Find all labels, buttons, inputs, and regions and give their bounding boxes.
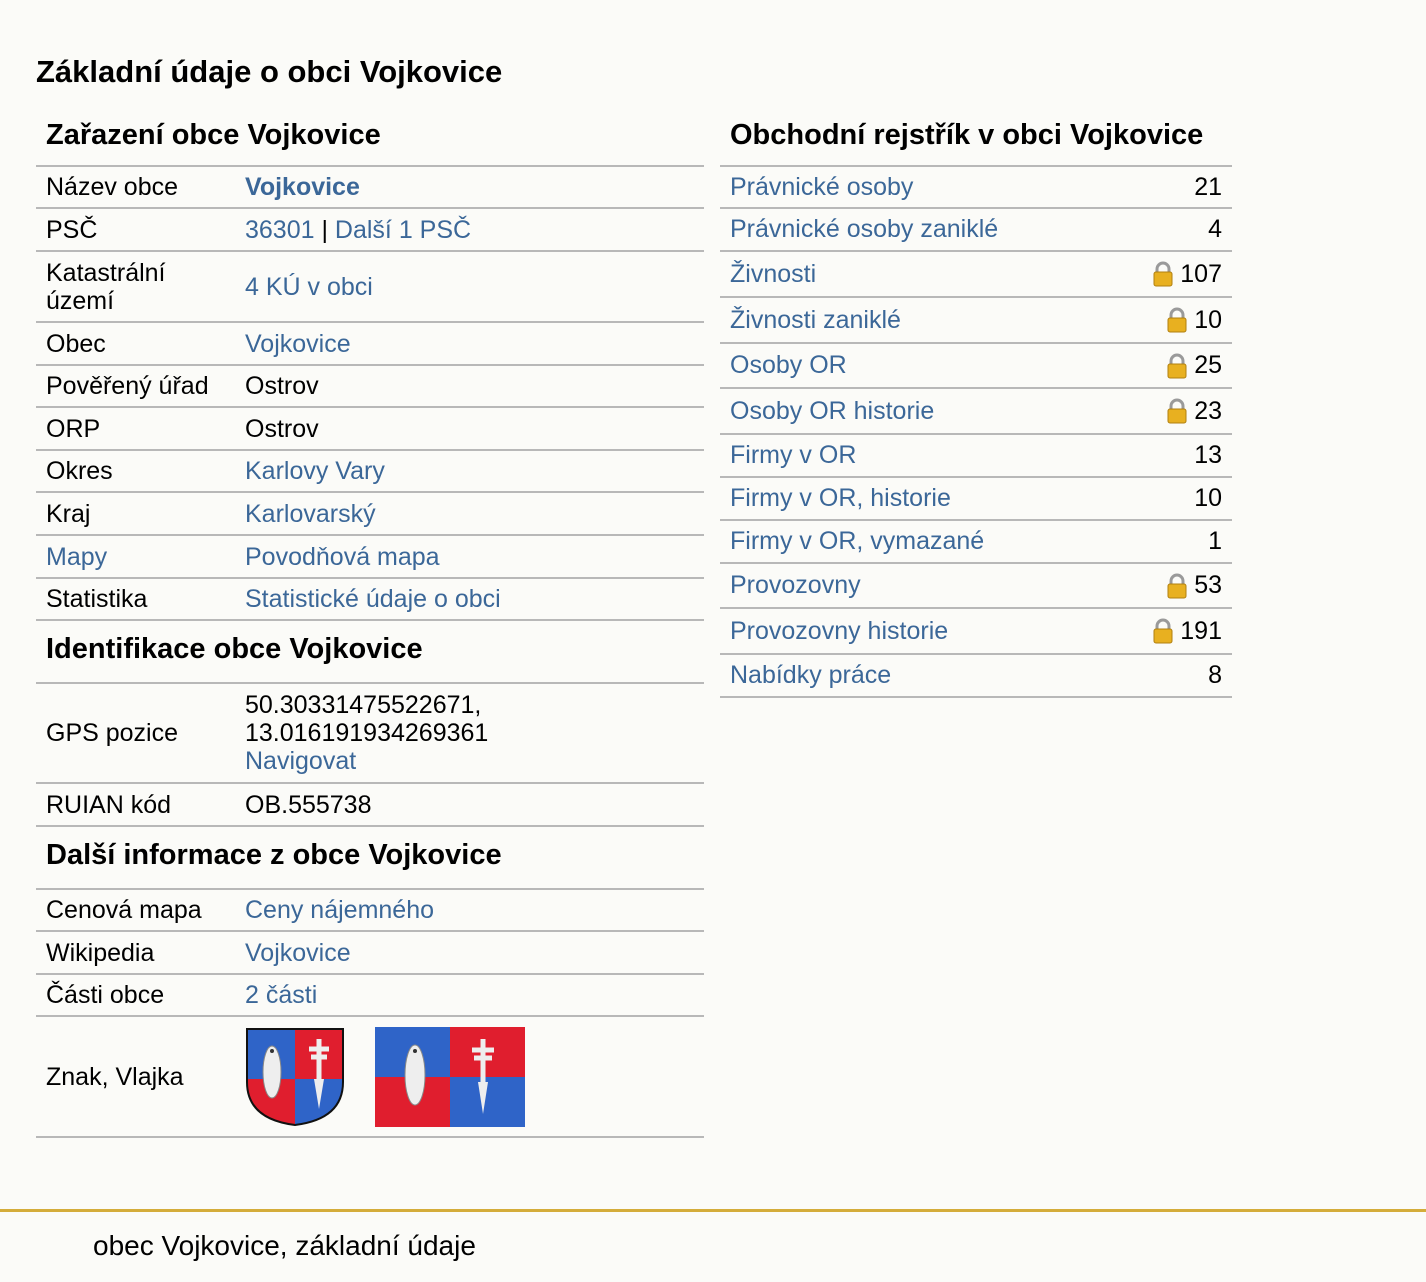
rejstrik-link[interactable]: Právnické osoby zaniklé xyxy=(730,215,999,243)
row-label: RUIAN kód xyxy=(46,790,172,819)
rejstrik-row xyxy=(720,478,1232,521)
flag-image[interactable] xyxy=(375,1027,525,1127)
row-label: Pověřený úřad xyxy=(46,372,209,400)
rejstrik-row xyxy=(720,252,1232,298)
ruian-value: OB.555738 xyxy=(245,790,372,819)
rejstrik-link[interactable]: Živnosti zaniklé xyxy=(730,305,901,334)
rejstrik-count-cell xyxy=(1194,441,1222,470)
rejstrik-row xyxy=(720,209,1232,252)
casti-obce-link[interactable]: 2 části xyxy=(245,981,318,1009)
rejstrik-count: 10 xyxy=(1194,484,1222,512)
table-row xyxy=(36,890,704,932)
footer-text: obec Vojkovice, základní údaje xyxy=(93,1230,476,1261)
wikipedia-link[interactable]: Vojkovice xyxy=(245,938,351,967)
rejstrik-row xyxy=(720,435,1232,478)
psc-separator: | xyxy=(314,215,335,244)
dalsi-psc-link[interactable]: Další 1 PSČ xyxy=(334,215,472,244)
rejstrik-count: 107 xyxy=(1180,259,1222,288)
row-label: PSČ xyxy=(46,215,98,244)
statistika-link[interactable]: Statistické údaje o obci xyxy=(245,585,501,613)
table-row xyxy=(36,323,704,366)
ceny-najemneho-link[interactable]: Ceny nájemného xyxy=(245,896,435,924)
row-label: GPS pozice xyxy=(46,719,179,747)
dalsi-heading: Další informace z obce Vojkovice xyxy=(36,827,704,890)
rejstrik-count: 8 xyxy=(1208,661,1222,689)
table-row xyxy=(36,975,704,1017)
okres-link[interactable]: Karlovy Vary xyxy=(245,457,385,485)
rejstrik-row xyxy=(720,298,1232,344)
rejstrik-count-cell xyxy=(1152,617,1222,646)
rejstrik-row xyxy=(720,167,1232,209)
rejstrik-heading: Obchodní rejstřík v obci Vojkovice xyxy=(720,110,1232,167)
rejstrik-count: 191 xyxy=(1180,616,1222,645)
rejstrik-count-cell xyxy=(1152,260,1222,289)
rejstrik-count: 23 xyxy=(1194,396,1222,425)
row-label: Kraj xyxy=(46,499,91,528)
rejstrik-row xyxy=(720,655,1232,698)
navigovat-link[interactable]: Navigovat xyxy=(245,747,357,775)
row-label: Znak, Vlajka xyxy=(46,1062,184,1091)
kraj-link[interactable]: Karlovarský xyxy=(245,499,376,528)
rejstrik-count: 25 xyxy=(1194,351,1222,379)
rejstrik-count: 53 xyxy=(1194,571,1222,599)
rejstrik-link[interactable]: Provozovny xyxy=(730,571,861,599)
rejstrik-row xyxy=(720,521,1232,564)
rejstrik-link[interactable]: Firmy v OR xyxy=(730,441,857,469)
right-column xyxy=(720,110,1232,698)
gps-longitude: 13.016191934269361 xyxy=(245,719,489,747)
rejstrik-count-cell xyxy=(1208,527,1222,556)
row-label: Části obce xyxy=(46,981,165,1009)
row-label: ORP xyxy=(46,414,101,443)
table-row xyxy=(36,684,704,784)
zarazeni-heading: Zařazení obce Vojkovice xyxy=(36,110,704,167)
lock-icon xyxy=(1152,618,1174,644)
table-row xyxy=(36,366,704,408)
identifikace-heading: Identifikace obce Vojkovice xyxy=(36,621,704,684)
table-row xyxy=(36,167,704,209)
rejstrik-count: 13 xyxy=(1194,441,1222,469)
rejstrik-count: 4 xyxy=(1208,215,1222,243)
table-row xyxy=(36,579,704,621)
lock-icon xyxy=(1166,353,1188,379)
table-row xyxy=(36,536,704,579)
row-label: Statistika xyxy=(46,585,148,613)
rejstrik-count-cell xyxy=(1166,397,1222,426)
row-label: Cenová mapa xyxy=(46,896,202,924)
lock-icon xyxy=(1166,398,1188,424)
page-title: Základní údaje o obci Vojkovice xyxy=(36,54,503,89)
rejstrik-link[interactable]: Firmy v OR, historie xyxy=(730,484,951,512)
lock-icon xyxy=(1166,573,1188,599)
rejstrik-link[interactable]: Osoby OR historie xyxy=(730,396,935,425)
table-row xyxy=(36,493,704,536)
row-label: Obec xyxy=(46,329,106,358)
rejstrik-link[interactable]: Živnosti xyxy=(730,259,817,288)
rejstrik-count-cell xyxy=(1166,351,1222,380)
rejstrik-count-cell xyxy=(1194,173,1222,202)
table-row xyxy=(36,1017,704,1138)
row-value: Ostrov xyxy=(245,372,319,400)
table-row xyxy=(36,932,704,975)
row-label: Katastrální území xyxy=(46,258,166,315)
rejstrik-count-cell xyxy=(1208,661,1222,690)
ku-link[interactable]: 4 KÚ v obci xyxy=(245,272,373,301)
table-row xyxy=(36,451,704,493)
rejstrik-link[interactable]: Firmy v OR, vymazané xyxy=(730,527,985,555)
povodnova-mapa-link[interactable]: Povodňová mapa xyxy=(245,542,440,571)
rejstrik-row xyxy=(720,564,1232,609)
table-row xyxy=(36,784,704,827)
footer-divider xyxy=(0,1209,1426,1212)
table-row xyxy=(36,408,704,451)
rejstrik-link[interactable]: Právnické osoby xyxy=(730,172,914,201)
rejstrik-count-cell xyxy=(1208,215,1222,244)
lock-icon xyxy=(1152,261,1174,287)
rejstrik-link[interactable]: Provozovny historie xyxy=(730,616,949,645)
obec-link[interactable]: Vojkovice xyxy=(245,329,351,358)
coat-of-arms-image[interactable] xyxy=(245,1027,345,1127)
rejstrik-count-cell xyxy=(1166,306,1222,335)
rejstrik-count: 10 xyxy=(1194,305,1222,334)
rejstrik-count-cell xyxy=(1166,571,1222,600)
rejstrik-row xyxy=(720,389,1232,435)
rejstrik-count-cell xyxy=(1194,484,1222,513)
rejstrik-link[interactable]: Nabídky práce xyxy=(730,661,892,689)
row-label: Wikipedia xyxy=(46,938,155,967)
obec-name-link[interactable]: Vojkovice xyxy=(245,173,360,201)
rejstrik-count: 1 xyxy=(1208,527,1222,555)
psc-link[interactable]: 36301 xyxy=(245,215,315,244)
row-label: Název obce xyxy=(46,173,179,201)
mapy-link[interactable]: Mapy xyxy=(46,542,108,571)
rejstrik-count: 21 xyxy=(1194,172,1222,201)
lock-icon xyxy=(1166,307,1188,333)
rejstrik-row xyxy=(720,609,1232,655)
row-value: Ostrov xyxy=(245,414,319,443)
rejstrik-row xyxy=(720,344,1232,389)
table-row xyxy=(36,252,704,323)
gps-latitude: 50.30331475522671, xyxy=(245,691,482,719)
row-label: Okres xyxy=(46,457,113,485)
rejstrik-link[interactable]: Osoby OR xyxy=(730,351,847,379)
table-row xyxy=(36,209,704,252)
left-column xyxy=(36,110,704,1138)
